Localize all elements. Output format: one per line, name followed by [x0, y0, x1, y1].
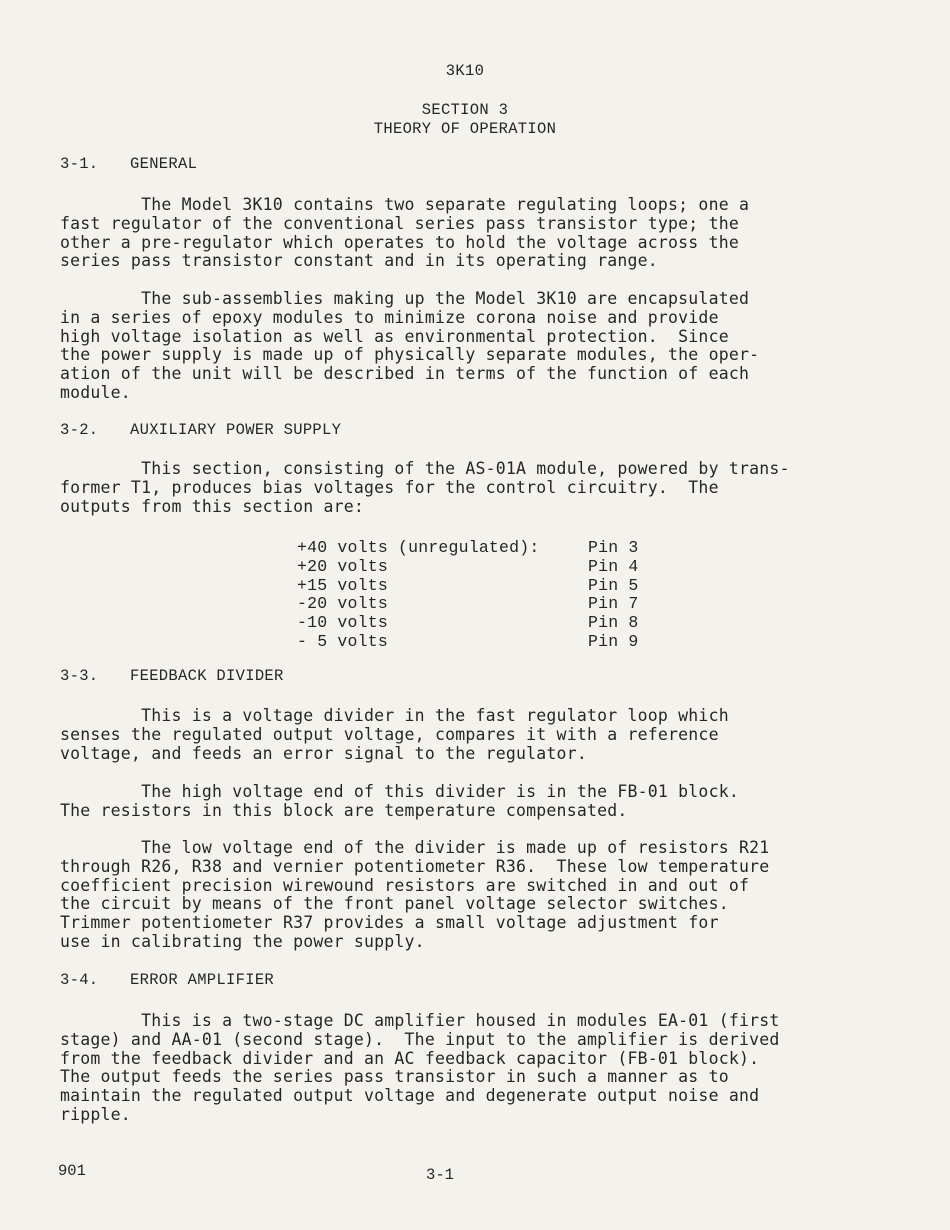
pin-label: Pin 4: [588, 556, 639, 576]
paragraph-feedback-3: The low voltage end of the divider is made up of resistors R21 through R26, R38 and vernier potentiometer R36. These low temperature coefficient precision wirewound resistors are switched in and out of the circuit by means of the front panel voltage selector switches. Trimmer potentiometer R37 provides a small voltage adjustment for use in calibrating the power supply.: [60, 838, 770, 951]
paragraph-auxiliary-1: This section, consisting of the AS-01A module, powered by trans- former T1, produces bias voltages for the control circuitry. The outputs from this section are:: [60, 459, 790, 516]
page-number: 3-1: [426, 1166, 454, 1184]
heading-number: 3-1.: [60, 155, 99, 173]
footer-code: 901: [58, 1162, 86, 1180]
heading-title: FEEDBACK DIVIDER: [130, 667, 284, 685]
paragraph-error-amplifier-1: This is a two-stage DC amplifier housed in modules EA-01 (first stage) and AA-01 (second stage). The input to the amplifier is derived from the feedback divider and an AC feedback capacitor (FB-01 block). The output feeds the series pass transistor in such a manner as to maintain the regulated output voltage and degenerate output noise and ripple.: [60, 1011, 780, 1124]
pin-label: Pin 3: [588, 538, 639, 557]
heading-auxiliary-power-supply: [60, 421, 341, 439]
voltage-value: +40 volts (unregulated):: [297, 538, 540, 557]
pin-label: Pin 8: [588, 613, 639, 633]
heading-title: GENERAL: [130, 155, 198, 173]
heading-error-amplifier: [60, 971, 274, 989]
section-title: THEORY OF OPERATION: [373, 120, 557, 138]
pin-label: Pin 7: [588, 594, 639, 614]
pin-label: Pin 9: [588, 631, 639, 651]
voltage-value: -10 volts: [297, 613, 388, 633]
voltage-value: +20 volts: [297, 556, 388, 576]
paragraph-feedback-2: The high voltage end of this divider is in the FB-01 block. The resistors in this block are temperature compensated.: [60, 782, 739, 820]
heading-general: [60, 155, 197, 173]
paragraph-general-2: The sub-assemblies making up the Model 3K10 are encapsulated in a series of epoxy modules to minimize corona noise and provide high voltage isolation as well as environmental protection. Since the power supply is made up of physically separate modules, the oper- ation of the unit will be described in terms of the function of each module.: [60, 289, 760, 402]
paragraph-general-1: The Model 3K10 contains two separate regulating loops; one a fast regulator of the conventional series pass transistor type; the other a pre-regulator which operates to hold the voltage across the series pass transistor constant and in its operating range.: [60, 195, 750, 271]
heading-number: 3-4.: [60, 971, 99, 989]
voltage-value: - 5 volts: [297, 631, 388, 651]
heading-feedback-divider: [60, 667, 284, 685]
pin-label: Pin 5: [588, 575, 639, 595]
section-label: SECTION 3: [421, 101, 509, 119]
model-number-header: 3K10: [445, 62, 485, 80]
heading-title: AUXILIARY POWER SUPPLY: [130, 421, 342, 439]
heading-number: 3-2.: [60, 421, 99, 439]
paragraph-feedback-1: This is a voltage divider in the fast regulator loop which senses the regulated output voltage, compares it with a reference voltage, and feeds an error signal to the regulator.: [60, 706, 729, 763]
voltage-value: +15 volts: [297, 575, 388, 595]
voltage-value: -20 volts: [297, 594, 388, 614]
heading-title: ERROR AMPLIFIER: [130, 971, 275, 989]
heading-number: 3-3.: [60, 667, 99, 685]
